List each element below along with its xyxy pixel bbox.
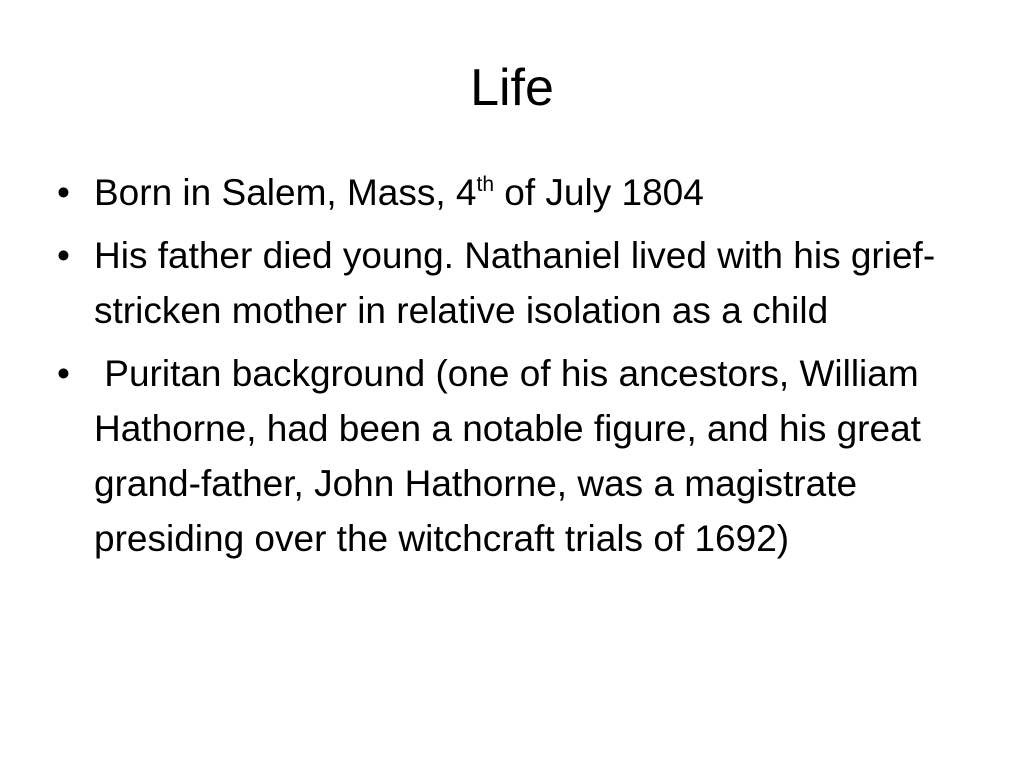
- bullet-item-birth: [57, 165, 967, 220]
- bullet-text-puritan: Puritan background (one of his ancestors, William Hathorne, had been a notable figure, and his great grand-father, John Hathorne, was a magistrate presiding over the witchcraft trials of 1692): [94, 353, 932, 559]
- bullet-glyph: •: [57, 172, 70, 213]
- bullet-item-puritan: [57, 346, 967, 566]
- bullet-text-father: His father died young. Nathaniel lived with his grief-stricken mother in relative isolation as a child: [94, 235, 936, 331]
- bullet-glyph: •: [57, 353, 70, 394]
- bullet-text-birth-before: Born in Salem, Mass, 4: [94, 172, 477, 213]
- bullet-text-birth-after: of July 1804: [494, 172, 704, 213]
- bullet-list: [57, 165, 967, 574]
- slide-title: Life: [470, 59, 554, 117]
- bullet-text-birth-superscript: th: [476, 173, 494, 196]
- bullet-item-father: [57, 228, 967, 338]
- bullet-glyph: •: [57, 235, 70, 276]
